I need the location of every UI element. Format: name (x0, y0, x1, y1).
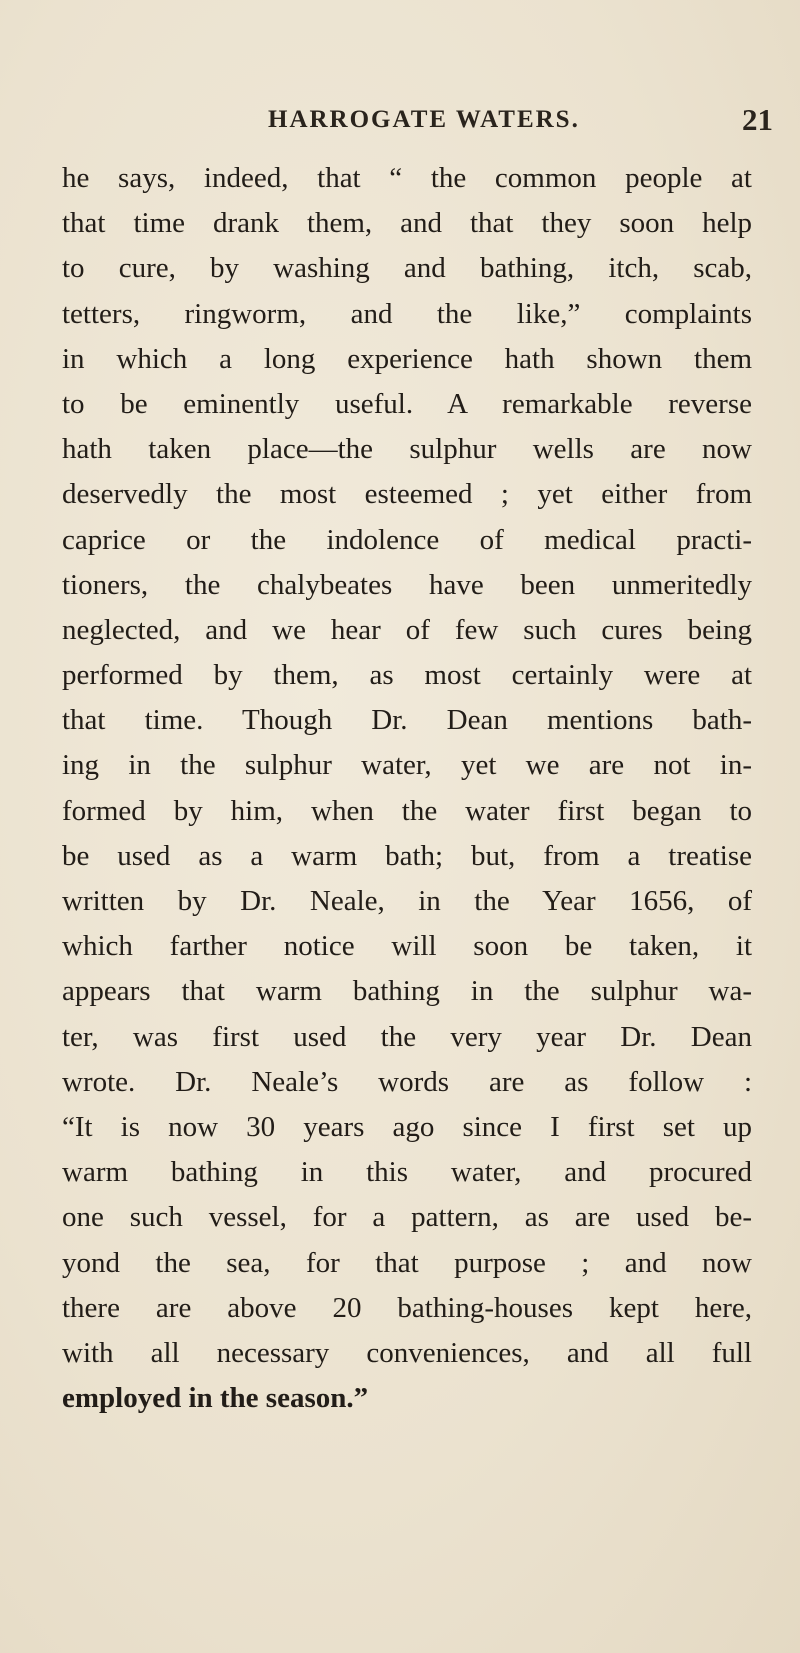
text-line: be used as a warm bath; but, from a treatise (62, 839, 752, 872)
text-line: to be eminently useful. A remarkable reverse (62, 387, 752, 420)
text-line: “It is now 30 years ago since I first set up (62, 1110, 752, 1143)
text-line: performed by them, as most certainly were at (62, 659, 752, 692)
text-line: deservedly the most esteemed ; yet either from (62, 478, 752, 511)
text-line: employed in the season.” (62, 1382, 369, 1415)
text-line: that time. Though Dr. Dean mentions bath- (62, 704, 752, 737)
text-line: caprice or the indolence of medical practi- (62, 523, 752, 556)
text-line: wrote. Dr. Neale’s words are as follow : (62, 1065, 752, 1098)
text-line: tioners, the chalybeates have been unmeritedly (62, 568, 752, 601)
text-line: to cure, by washing and bathing, itch, scab, (62, 252, 752, 285)
text-line: tetters, ringworm, and the like,” complaints (62, 297, 752, 330)
text-line: yond the sea, for that purpose ; and now (62, 1246, 752, 1279)
text-line: with all necessary conveniences, and all full (62, 1336, 752, 1369)
text-line: ing in the sulphur water, yet we are not in- (62, 749, 752, 782)
page-header (0, 102, 800, 146)
text-line: hath taken place—the sulphur wells are now (62, 433, 752, 466)
text-line: written by Dr. Neale, in the Year 1656, of (62, 885, 752, 917)
text-line: one such vessel, for a pattern, as are used be- (62, 1201, 752, 1234)
text-line: there are above 20 bathing-houses kept here, (62, 1291, 752, 1324)
text-line: neglected, and we hear of few such cures being (62, 613, 752, 646)
text-line: in which a long experience hath shown them (62, 342, 752, 375)
text-line: ter, was first used the very year Dr. Dean (62, 1020, 752, 1053)
text-line: which farther notice will soon be taken, it (62, 930, 752, 963)
text-line: that time drank them, and that they soon help (62, 207, 752, 240)
text-line: he says, indeed, that “ the common people at (62, 162, 752, 194)
text-line: warm bathing in this water, and procured (62, 1156, 752, 1189)
running-head: HARROGATE WATERS. (268, 106, 580, 133)
text-line: appears that warm bathing in the sulphur wa- (62, 975, 752, 1008)
page-number: 21 (742, 102, 773, 137)
body-text (62, 156, 752, 1421)
text-line: formed by him, when the water first began to (62, 794, 752, 827)
